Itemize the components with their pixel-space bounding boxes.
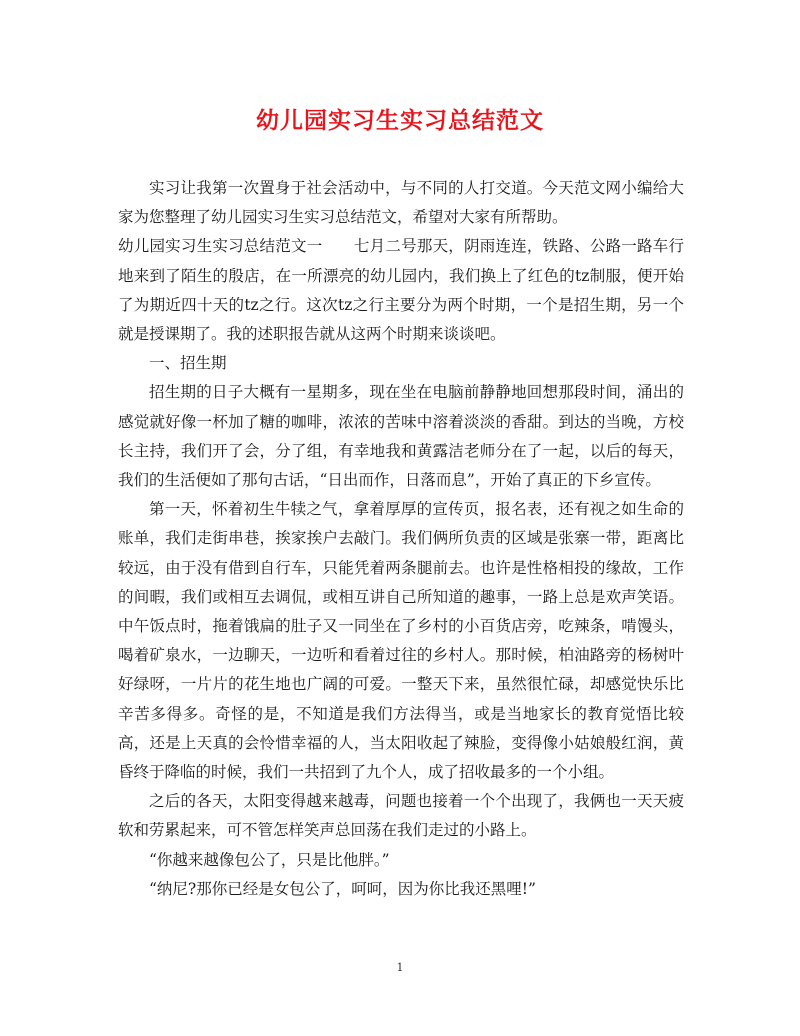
paragraph-intro: 实习让我第一次置身于社会活动中，与不同的人打交道。今天范文网小编给大家为您整理了幼儿园实习生实习总结范文，希望对大家有所帮助。 — [118, 179, 684, 227]
dialog-line-1: “你越来越像包公了，只是比他胖。” — [149, 850, 390, 869]
document-title: 幼儿园实习生实习总结范文 — [256, 107, 544, 134]
paragraph-enrollment-period: 招生期的日子大概有一星期多，现在坐在电脑前静静地回想那段时间，涌出的感觉就好像一杯加了糖的咖啡，浓浓的苦味中溶着淡淡的香甜。到达的当晚，方校长主持，我们开了会，分了组，有幸地我和黄露洁老师分在了一起，以后的每天，我们的生活便如了那句古话，“日出而作，日落而息”，开始了真正的下乡宣传。 — [118, 383, 684, 490]
page-number: 1 — [396, 961, 404, 974]
paragraph-first-day: 第一天，怀着初生牛犊之气，拿着厚厚的宣传页，报名表，还有视之如生命的账单，我们走街串巷，挨家挨户去敲门。我们俩所负责的区域是张寨一带，距离比较远，由于没有借到自行车，只能凭着两条腿前去。也许是性格相投的缘故，工作的间暇，我们或相互去调侃，或相互讲自己所知道的趣事，一路上总是欢声笑语。中午饭点时，拖着饿扁的肚子又一同坐在了乡村的小百货店旁，吃辣条，啃馒头，喝着矿泉水，一边聊天，一边听和看着过往的乡村人。那时候，柏油路旁的杨树叶好绿呀，一片片的花生地也广阔的可爱。一整天下来，虽然很忙碌，却感觉快乐比辛苦多得多。奇怪的是，不知道是我们方法得当，或是当地家长的教育觉悟比较高，还是上天真的会怜惜幸福的人，当太阳收起了辣脸，变得像小姑娘般红润，黄昏终于降临的时候，我们一共招到了九个人，成了招收最多的一个小组。 — [118, 500, 684, 782]
paragraph-following-days: 之后的各天，太阳变得越来越毒，问题也接着一个个出现了，我俩也一天天疲软和劳累起来，可不管怎样笑声总回荡在我们走过的小路上。 — [118, 792, 684, 840]
section-heading-enrollment: 一、招生期 — [149, 354, 227, 373]
dialog-line-2: “纳尼?那你已经是女包公了，呵呵，因为你比我还黑哩!” — [149, 879, 536, 898]
document-body — [118, 174, 684, 904]
paragraph-sample-one: 幼儿园实习生实习总结范文一 七月二号那天，阴雨连连，铁路、公路一路车行地来到了陌生的殷店，在一所漂亮的幼儿园内，我们换上了红色的tz制服，便开始了为期近四十天的tz之行。这次tz之行主要分为两个时期，一个是招生期，另一个就是授课期了。我的述职报告就从这两个时期来谈谈吧。 — [118, 237, 684, 344]
